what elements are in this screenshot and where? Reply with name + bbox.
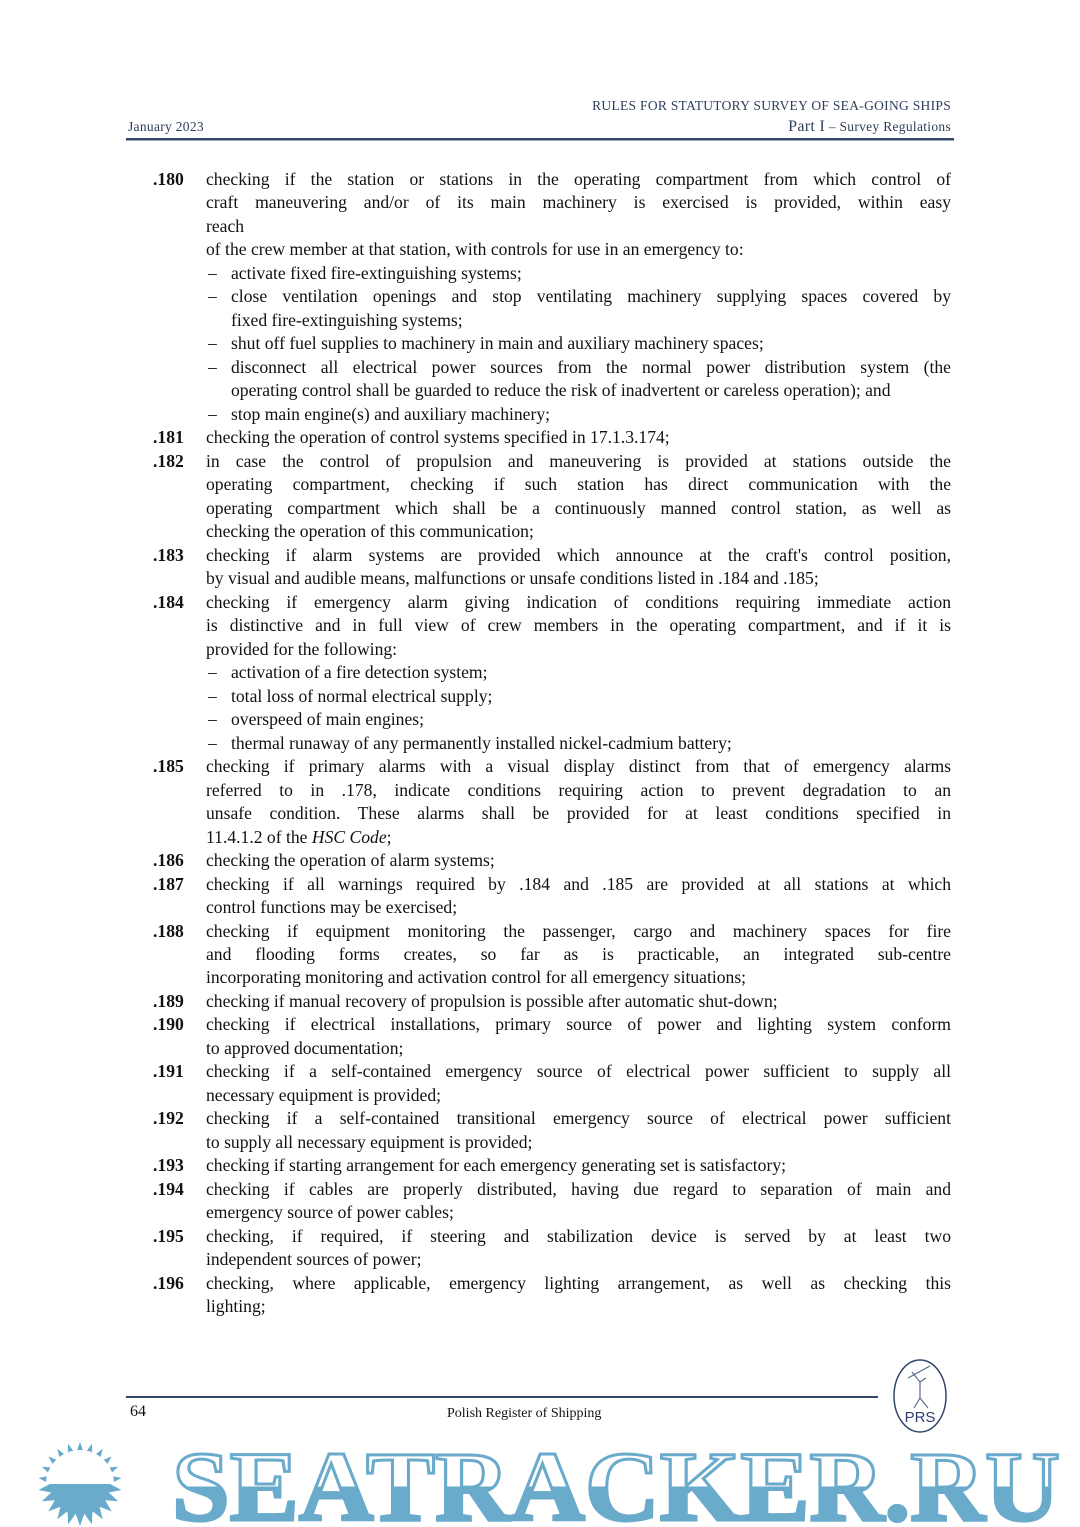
item-number: .194	[153, 1178, 184, 1199]
watermark-text: SEATRACKER.RU	[172, 1440, 1060, 1527]
regulation-item	[153, 920, 951, 990]
bullet-item	[206, 356, 951, 403]
regulation-item	[153, 1013, 951, 1060]
bullet-dash: –	[208, 262, 217, 283]
regulation-item	[153, 591, 951, 755]
bullet-item	[206, 732, 951, 755]
bullet-item	[206, 332, 951, 355]
bullet-item	[206, 262, 951, 285]
bullet-dash: –	[208, 685, 217, 706]
page-number: 64	[130, 1403, 146, 1420]
document-part	[788, 118, 951, 136]
text-line: checking the operation of this communication;	[206, 521, 534, 542]
regulation-item	[153, 990, 951, 1013]
text-line: fixed fire-extinguishing systems;	[231, 309, 463, 330]
regulation-item	[153, 1154, 951, 1177]
prs-logo	[890, 1358, 950, 1436]
text-line: disconnect all electrical power sources from the normal power distribution system (the	[231, 356, 951, 377]
text-line: checking if equipment monitoring the passenger, cargo and machinery spaces for fire	[206, 920, 951, 941]
document-date: January 2023	[128, 119, 204, 134]
bullet-item	[206, 285, 951, 332]
bullet-dash: –	[208, 732, 217, 753]
text-line: and flooding forms creates, so far as is practicable, an integrated sub-centre	[206, 943, 951, 964]
document-title: RULES FOR STATUTORY SURVEY OF SEA-GOING SHIPS	[592, 98, 951, 113]
regulation-list	[153, 168, 951, 1319]
item-number: .187	[153, 873, 184, 894]
item-number: .190	[153, 1014, 184, 1035]
text-line: close ventilation openings and stop ventilating machinery supplying spaces covered by	[231, 286, 951, 307]
item-number: .189	[153, 990, 184, 1011]
regulation-item	[153, 168, 951, 426]
part-subtitle: – Survey Regulations	[825, 119, 951, 134]
text-line: to approved documentation;	[206, 1037, 404, 1058]
text-line: independent sources of power;	[206, 1249, 422, 1270]
item-number: .195	[153, 1225, 184, 1246]
regulation-item	[153, 426, 951, 449]
text-line: checking if alarm systems are provided which announce at the craft's control position,	[206, 544, 951, 565]
sun-icon	[38, 1442, 121, 1526]
item-number: .193	[153, 1155, 184, 1176]
bullet-item	[206, 685, 951, 708]
regulation-item	[153, 1060, 951, 1107]
bullet-item	[206, 708, 951, 731]
regulation-item	[153, 849, 951, 872]
bullet-dash: –	[208, 333, 217, 354]
prs-logo-text: PRS	[904, 1409, 936, 1426]
text-line: provided for the following:	[206, 638, 398, 659]
text-line: thermal runaway of any permanently installed nickel-cadmium battery;	[231, 732, 732, 753]
text-line: checking if emergency alarm giving indication of conditions requiring immediate action	[206, 591, 951, 612]
part-label: Part I	[788, 118, 826, 135]
text-line: checking if electrical installations, primary source of power and lighting system conform	[206, 1014, 951, 1035]
text-line: checking the operation of control systems specified in 17.1.3.174;	[206, 427, 670, 448]
text-line: checking, if required, if steering and stabilization device is served by at least two	[206, 1225, 951, 1246]
item-number: .184	[153, 591, 184, 612]
text-line: checking if the station or stations in the operating compartment from which control of	[206, 169, 951, 189]
text-line: necessary equipment is provided;	[206, 1084, 442, 1105]
text-line: operating compartment which shall be a continuously manned control station, as well as	[206, 497, 951, 518]
text-line: operating compartment, checking if such station has direct communication with the	[206, 474, 951, 495]
text-line: checking if manual recovery of propulsion is possible after automatic shut-down;	[206, 990, 778, 1011]
text-line: referred to in .178, indicate conditions requiring action to prevent degradation to an	[206, 779, 951, 800]
text-line: operating control shall be guarded to reduce the risk of inadvertent or careless operation); and	[231, 380, 891, 401]
text-line: of the crew member at that station, with controls for use in an emergency to:	[206, 239, 744, 260]
regulation-item	[153, 1272, 951, 1319]
regulation-item	[153, 450, 951, 544]
text-line: emergency source of power cables;	[206, 1202, 454, 1223]
text-line: checking if starting arrangement for each emergency generating set is satisfactory;	[206, 1155, 787, 1176]
item-number: .186	[153, 850, 184, 871]
item-number: .180	[153, 169, 184, 189]
item-number: .185	[153, 756, 184, 777]
regulation-item	[153, 544, 951, 591]
text-line: checking if cables are properly distributed, having due regard to separation of main and	[206, 1178, 951, 1199]
footer-divider	[126, 1396, 878, 1398]
text-line: checking the operation of alarm systems;	[206, 850, 495, 871]
item-number: .192	[153, 1108, 184, 1129]
item-number: .191	[153, 1061, 184, 1082]
text-line: checking if all warnings required by .184 and .185 are provided at all stations at which	[206, 873, 951, 894]
text-line: reach	[206, 215, 245, 236]
text-run: 11.4.1.2 of the	[206, 826, 312, 847]
regulation-item	[153, 1107, 951, 1154]
text-line: stop main engine(s) and auxiliary machinery;	[231, 403, 551, 424]
text-line: overspeed of main engines;	[231, 709, 424, 730]
bullet-item	[206, 661, 951, 684]
text-line: by visual and audible means, malfunctions or unsafe conditions listed in .184 and .185;	[206, 568, 819, 589]
bullet-dash: –	[208, 709, 217, 730]
text-line: checking if a self-contained emergency source of electrical power sufficient to supply all	[206, 1061, 951, 1082]
regulation-item	[153, 755, 951, 849]
text-line: checking, where applicable, emergency lighting arrangement, as well as checking this	[206, 1272, 951, 1293]
text-line: checking if a self-contained transitional emergency source of electrical power sufficient	[206, 1108, 951, 1129]
text-line: craft maneuvering and/or of its main machinery is exercised is provided, within easy	[206, 192, 951, 213]
text-line: in case the control of propulsion and maneuvering is provided at stations outside the	[206, 450, 951, 471]
text-line: to supply all necessary equipment is provided;	[206, 1131, 533, 1152]
bullet-dash: –	[208, 662, 217, 683]
bullet-item	[206, 403, 951, 426]
item-number: .181	[153, 427, 184, 448]
header-divider	[126, 138, 954, 141]
text-line: unsafe condition. These alarms shall be provided for at least conditions specified in	[206, 803, 951, 824]
text-line: total loss of normal electrical supply;	[231, 685, 493, 706]
text-line	[206, 826, 951, 849]
bullet-dash: –	[208, 356, 217, 377]
footer-organization: Polish Register of Shipping	[447, 1406, 602, 1421]
text-line: activate fixed fire-extinguishing systems;	[231, 262, 522, 283]
item-number: .196	[153, 1272, 184, 1293]
item-number: .182	[153, 450, 184, 471]
code-reference: HSC Code	[311, 826, 387, 847]
text-line: is distinctive and in full view of crew members in the operating compartment, and if it is	[206, 615, 951, 636]
regulation-item	[153, 1178, 951, 1225]
text-run: ;	[386, 826, 392, 847]
text-line: activation of a fire detection system;	[231, 662, 488, 683]
item-number: .183	[153, 544, 184, 565]
regulation-item	[153, 1225, 951, 1272]
text-line: control functions may be exercised;	[206, 897, 458, 918]
regulation-item	[153, 873, 951, 920]
bullet-dash: –	[208, 286, 217, 307]
bullet-dash: –	[208, 403, 217, 424]
seatracker-watermark	[0, 1440, 1080, 1527]
text-line: lighting;	[206, 1296, 266, 1317]
text-line: shut off fuel supplies to machinery in main and auxiliary machinery spaces;	[231, 333, 764, 354]
text-line: incorporating monitoring and activation control for all emergency situations;	[206, 967, 747, 988]
item-number: .188	[153, 920, 184, 941]
text-line: checking if primary alarms with a visual display distinct from that of emergency alarms	[206, 756, 951, 777]
